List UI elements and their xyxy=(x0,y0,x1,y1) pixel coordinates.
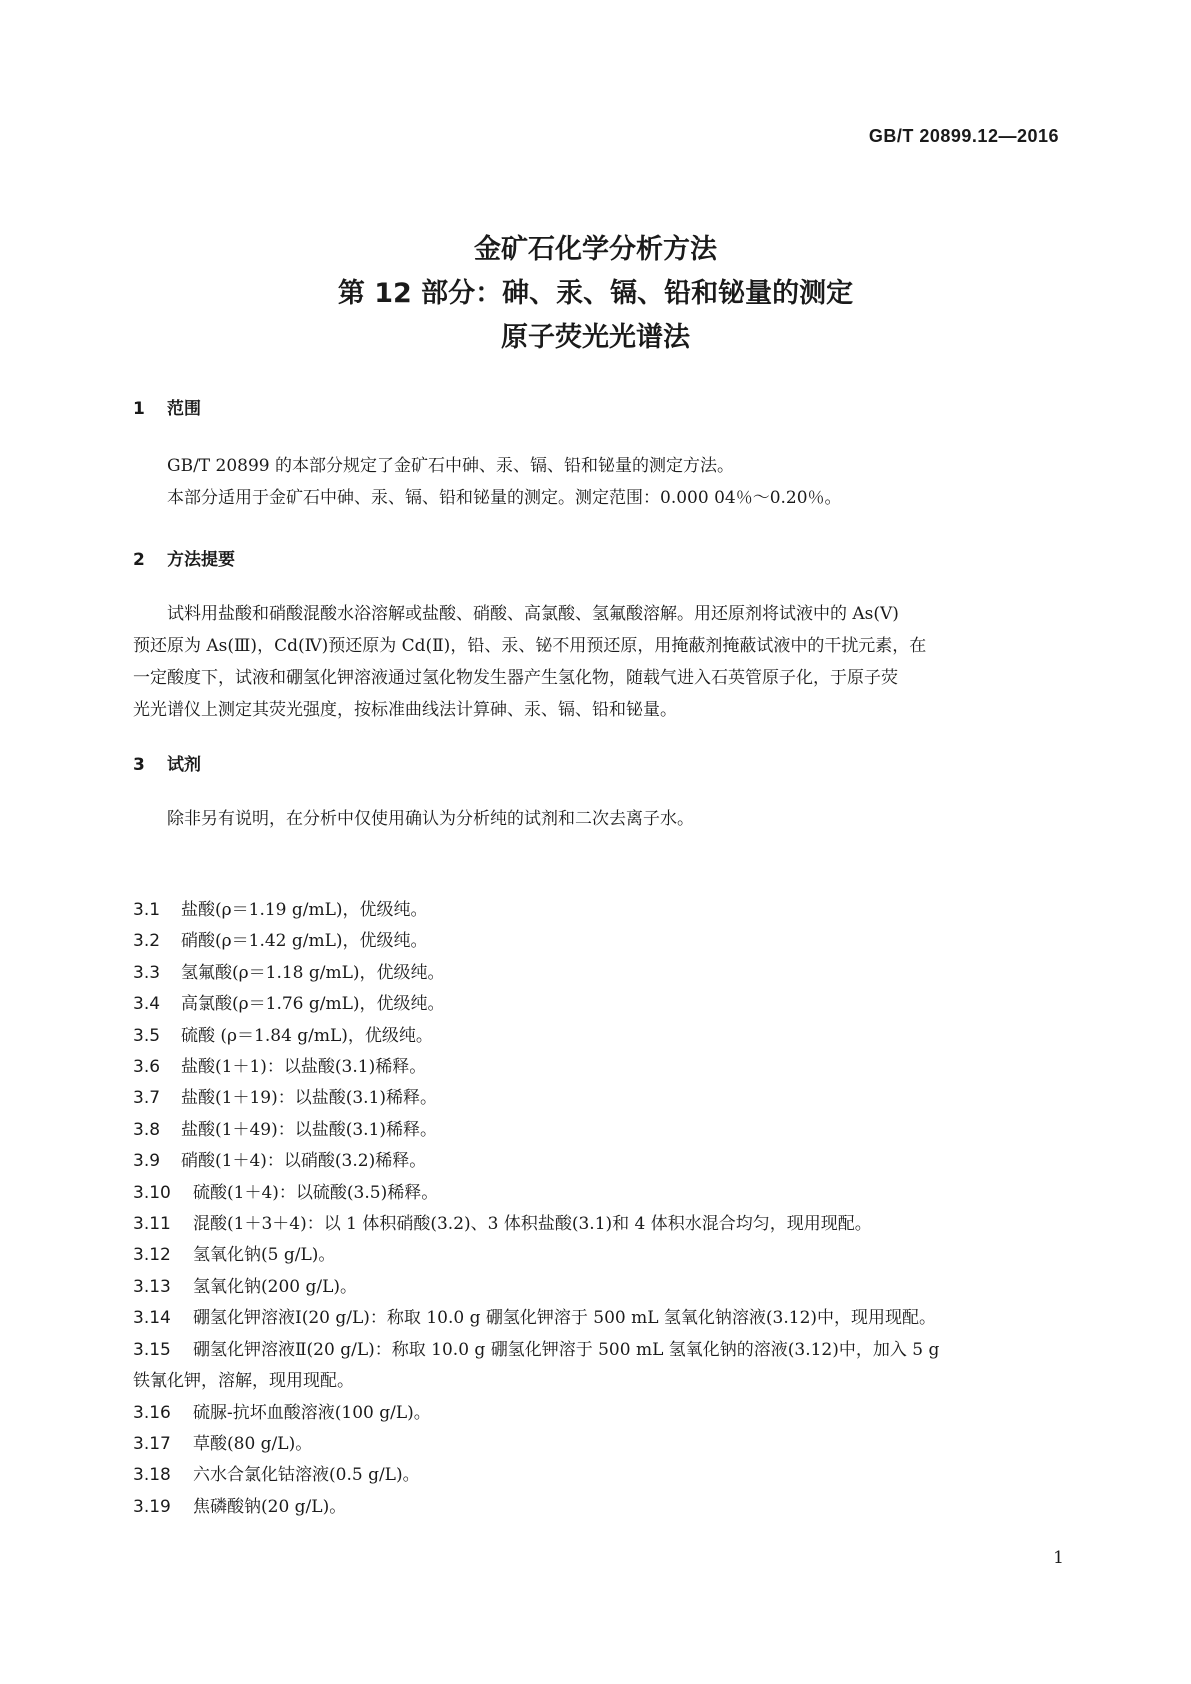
reagent-text: 硼氢化钾溶液Ⅰ(20 g/L)：称取 10.0 g 硼氢化钾溶于 500 mL 氢氧化钠溶液(3.12)中，现用现配。 xyxy=(193,1308,937,1329)
reagent-text: 硝酸(1＋4)：以硝酸(3.2)稀释。 xyxy=(181,1151,427,1172)
section-number: 1 xyxy=(133,399,145,419)
reagent-item xyxy=(133,1052,1065,1083)
reagent-item xyxy=(133,1335,1065,1366)
reagent-item xyxy=(133,1021,1065,1052)
reagent-item xyxy=(133,895,1065,926)
reagent-text: 盐酸(1＋1)：以盐酸(3.1)稀释。 xyxy=(181,1057,427,1078)
title-line-3: 原子荧光光谱法 xyxy=(501,322,690,353)
section-title: 方法提要 xyxy=(167,550,235,570)
reagent-item xyxy=(133,989,1065,1020)
reagent-number: 3.15 xyxy=(133,1339,171,1360)
principle-line-4: 光光谱仪上测定其荧光强度，按标准曲线法计算砷、汞、镉、铅和铋量。 xyxy=(133,700,677,720)
reagent-text: 盐酸(1＋49)：以盐酸(3.1)稀释。 xyxy=(181,1119,438,1140)
reagent-number: 3.14 xyxy=(133,1308,171,1329)
reagent-number: 3.9 xyxy=(133,1151,161,1172)
reagent-number: 3.6 xyxy=(133,1057,161,1078)
reagent-number: 3.11 xyxy=(133,1214,171,1235)
reagent-item xyxy=(133,1303,1065,1334)
reagent-number: 3.4 xyxy=(133,994,161,1015)
principle-line-1: 试料用盐酸和硝酸混酸水浴溶解或盐酸、硝酸、高氯酸、氢氟酸溶解。用还原剂将试液中的 As(Ⅴ) xyxy=(167,604,899,624)
reagent-number: 3.17 xyxy=(133,1433,171,1454)
reagent-item xyxy=(133,1272,1065,1303)
reagent-text: 草酸(80 g/L)。 xyxy=(193,1433,313,1454)
section-heading-principle xyxy=(133,545,235,570)
reagent-item xyxy=(133,1429,1065,1460)
reagent-item-continuation: 铁氰化钾，溶解，现用现配。 xyxy=(133,1371,354,1392)
reagent-text: 混酸(1＋3＋4)：以 1 体积硝酸(3.2)、3 体积盐酸(3.1)和 4 体积水混合均匀，现用现配。 xyxy=(193,1214,872,1235)
reagent-text: 高氯酸(ρ＝1.76 g/mL)，优级纯。 xyxy=(181,994,445,1015)
principle-line-2: 预还原为 As(Ⅲ)，Cd(Ⅳ)预还原为 Cd(Ⅱ)，铅、汞、铋不用预还原，用掩蔽剂掩蔽试液中的干扰元素，在 xyxy=(133,636,927,656)
reagent-item xyxy=(133,1209,1065,1240)
page-number: 1 xyxy=(1053,1548,1064,1568)
reagent-item xyxy=(133,958,1065,989)
reagent-number: 3.5 xyxy=(133,1025,161,1046)
reagent-number: 3.1 xyxy=(133,900,161,920)
section-heading-reagents xyxy=(133,750,201,775)
reagent-number: 3.19 xyxy=(133,1496,171,1517)
reagent-number: 3.12 xyxy=(133,1245,171,1266)
reagent-item xyxy=(133,1115,1065,1146)
reagents-intro-line: 除非另有说明，在分析中仅使用确认为分析纯的试剂和二次去离子水。 xyxy=(167,809,694,829)
reagent-number: 3.18 xyxy=(133,1465,171,1486)
reagent-number: 3.3 xyxy=(133,962,161,983)
reagent-text: 焦磷酸钠(20 g/L)。 xyxy=(193,1496,347,1517)
reagent-item xyxy=(133,1460,1065,1491)
reagent-text: 盐酸(1＋19)：以盐酸(3.1)稀释。 xyxy=(181,1088,438,1109)
scope-paragraph xyxy=(133,450,1065,514)
reagent-text: 氢氧化钠(200 g/L)。 xyxy=(193,1276,358,1297)
reagents-intro xyxy=(133,803,1065,835)
reagent-item xyxy=(133,1083,1065,1114)
reagent-text: 硫酸 (ρ＝1.84 g/mL)，优级纯。 xyxy=(181,1025,433,1046)
section-heading-scope xyxy=(133,394,201,419)
scope-line-2: 本部分适用于金矿石中砷、汞、镉、铅和铋量的测定。测定范围：0.000 04％～0.20％。 xyxy=(167,488,842,508)
section-number: 2 xyxy=(133,550,145,570)
reagent-text: 氢氧化钠(5 g/L)。 xyxy=(193,1245,336,1266)
reagent-number: 3.8 xyxy=(133,1119,161,1140)
reagent-text: 硝酸(ρ＝1.42 g/mL)，优级纯。 xyxy=(181,931,428,952)
reagent-number: 3.16 xyxy=(133,1402,171,1423)
reagent-number: 3.7 xyxy=(133,1088,161,1109)
reagent-item xyxy=(133,1398,1065,1429)
section-title: 范围 xyxy=(167,399,201,419)
reagent-text: 硫脲-抗坏血酸溶液(100 g/L)。 xyxy=(193,1402,431,1423)
reagent-number: 3.10 xyxy=(133,1182,171,1203)
reagent-text: 硫酸(1＋4)：以硫酸(3.5)稀释。 xyxy=(193,1182,439,1203)
reagent-item xyxy=(133,1146,1065,1177)
reagent-text: 盐酸(ρ＝1.19 g/mL)，优级纯。 xyxy=(181,900,428,920)
reagent-text: 硼氢化钾溶液Ⅱ(20 g/L)：称取 10.0 g 硼氢化钾溶于 500 mL 氢氧化钠的溶液(3.12)中，加入 5 g xyxy=(193,1339,940,1360)
document-title xyxy=(0,228,1191,360)
reagent-text: 氢氟酸(ρ＝1.18 g/mL)，优级纯。 xyxy=(181,962,445,983)
reagent-item xyxy=(133,1240,1065,1271)
reagent-item xyxy=(133,926,1065,957)
reagent-item xyxy=(133,1178,1065,1209)
title-line-2: 第 12 部分：砷、汞、镉、铅和铋量的测定 xyxy=(337,278,854,309)
reagent-number: 3.13 xyxy=(133,1276,171,1297)
principle-paragraph xyxy=(133,598,1065,726)
reagent-list xyxy=(133,895,1065,1523)
principle-line-3: 一定酸度下，试液和硼氢化钾溶液通过氢化物发生器产生氢化物，随载气进入石英管原子化，于原子荧 xyxy=(133,668,898,688)
standard-code: GB/T 20899.12—2016 xyxy=(868,126,1059,146)
section-title: 试剂 xyxy=(167,755,201,775)
section-number: 3 xyxy=(133,755,145,775)
scope-line-1: GB/T 20899 的本部分规定了金矿石中砷、汞、镉、铅和铋量的测定方法。 xyxy=(167,456,735,476)
reagent-item xyxy=(133,1492,1065,1523)
title-line-1: 金矿石化学分析方法 xyxy=(474,234,717,265)
reagent-number: 3.2 xyxy=(133,931,161,952)
reagent-text: 六水合氯化钴溶液(0.5 g/L)。 xyxy=(193,1465,420,1486)
